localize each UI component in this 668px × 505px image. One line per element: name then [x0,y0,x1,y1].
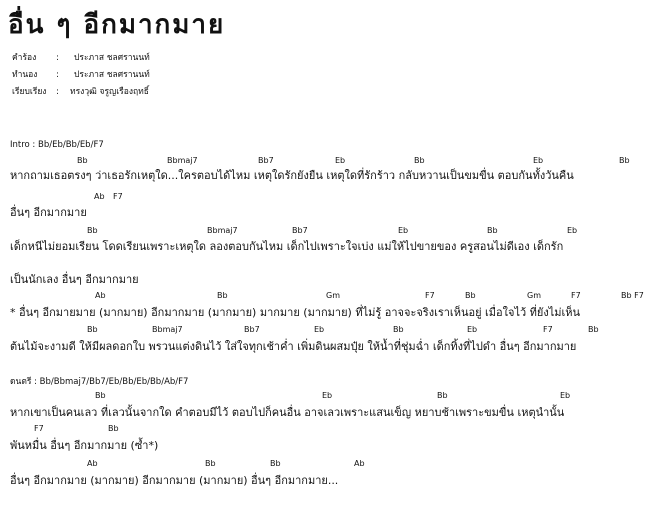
chord-label: Bb [465,291,476,300]
chord-label: Bb [217,291,228,300]
chord-label: Ab [354,459,365,468]
chord-label: Bb7 [244,325,260,334]
chord-label: Bb [487,226,498,235]
chord-label: F7 [425,291,435,300]
chord-label: Bbmaj7 [207,226,238,235]
chord-label: Eb [322,391,333,400]
chord-label: Eb [467,325,478,334]
credit-label: เรียบเรียง [12,87,47,97]
chord-label: Bb [205,459,216,468]
lyric-line: หากเขาเป็นคนเลว ที่เลวนั้นจากใด คำตอบมีไว้ ตอบไปก็คนอื่น อาจเลวเพราะแสนเข็ญ หยาบช้าเพราะขมขื่น เหตุนำนั้น [10,406,565,419]
chord-label: Gm [326,291,340,300]
lyric-line: อื่นๆ อีกมากมาย [10,206,87,219]
chord-label: Eb [335,156,346,165]
chord-label: Eb [567,226,578,235]
lyric-line: อื่นๆ อีกมากมาย (มากมาย) อีกมากมาย (มากมาย) อื่นๆ อีกมากมาย... [10,474,339,487]
chord-label: Bb7 [258,156,274,165]
credit-colon: : [56,87,59,97]
credit-value: ทรงวุฒิ จรูญเรืองฤทธิ์ [70,87,149,97]
chord-label: Eb [398,226,409,235]
lyric-line: ต้นไม้จะงามดี ให้มีผลดอกใบ พรวนแต่งดินไว้ ใส่ใจทุกเช้าค่ำ เพิ่มดินผสมปุ๋ย ให้น้ำที่ชุ่มฉ่ำ เด็กทิ้งที่ไปดำ อื่นๆ อีกมากมาย [10,340,577,353]
chord-label: Bb [95,391,106,400]
credit-arranger [12,84,150,101]
lyric-line: หากถามเธอตรงๆ ว่าเธอรักเหตุใด...ใครตอบได้ไหม เหตุใดรักยังยืน เหตุใดที่รักร้าว กลับหวานเป็นขมขื่น ตอบกันทั้งวันคืน [10,169,574,182]
chord-label: Bb [414,156,425,165]
chord-label: Ab [87,459,98,468]
credit-value: ประภาส ชลศรานนท์ [74,70,150,80]
interlude-chords: ดนตรี : Bb/Bbmaj7/Bb7/Eb/Bb/Eb/Bb/Ab/F7 [10,377,189,387]
credit-colon: : [56,70,59,80]
chord-label: F7 [34,424,44,433]
chord-label: Bb [87,226,98,235]
chord-label: Bb [270,459,281,468]
chord-label: Ab [95,291,106,300]
chord-label: Bb7 [292,226,308,235]
credit-lyricist [12,50,150,67]
chord-label: Bb F7 [621,291,644,300]
song-credits [12,50,150,101]
intro-chords: Intro : Bb/Eb/Bb/Eb/F7 [10,140,104,150]
chord-label: Bb [108,424,119,433]
chord-label: Bb [437,391,448,400]
chord-label: F7 [571,291,581,300]
chord-label: Bb [77,156,88,165]
chord-label: Bbmaj7 [152,325,183,334]
credit-colon: : [56,53,59,63]
lyric-line: * อื่นๆ อีกมายมาย (มากมาย) อีกมากมาย (มากมาย) มากมาย (มากมาย) ที่ไม่รู้ อาจจะจริงเราเห็นอยู่ เมื่อใจไว้ ที่ยังไม่เห็น [10,306,581,319]
chord-label: Bb [588,325,599,334]
chord-label: Bb [619,156,630,165]
chord-label: Bb [87,325,98,334]
chord-label: Eb [533,156,544,165]
chord-label: F7 [113,192,123,201]
chord-label: Gm [527,291,541,300]
credit-label: คำร้อง [12,53,37,63]
credit-composer [12,67,150,84]
credit-label: ทำนอง [12,70,38,80]
lyric-line: พันหมื่น อื่นๆ อีกมากมาย (ซ้ำ*) [10,439,159,452]
chord-label: Eb [560,391,571,400]
lyric-line: เด็กหนีไม่ยอมเรียน โดดเรียนเพราะเหตุใด ลองตอบกันไหม เด็กไปเพราะใจเบ่ง แม่ให้ไปขายของ ครูสอนไม่ดีเอง เด็กรัก [10,240,564,253]
song-title: อื่น ๆ อีกมากมาย [8,10,226,40]
chord-label: F7 [543,325,553,334]
lyric-line: เป็นนักเลง อื่นๆ อีกมากมาย [10,273,139,286]
chord-label: Bb [393,325,404,334]
credit-value: ประภาส ชลศรานนท์ [74,53,150,63]
chord-label: Bbmaj7 [167,156,198,165]
chord-label: Eb [314,325,325,334]
chord-label: Ab [94,192,105,201]
